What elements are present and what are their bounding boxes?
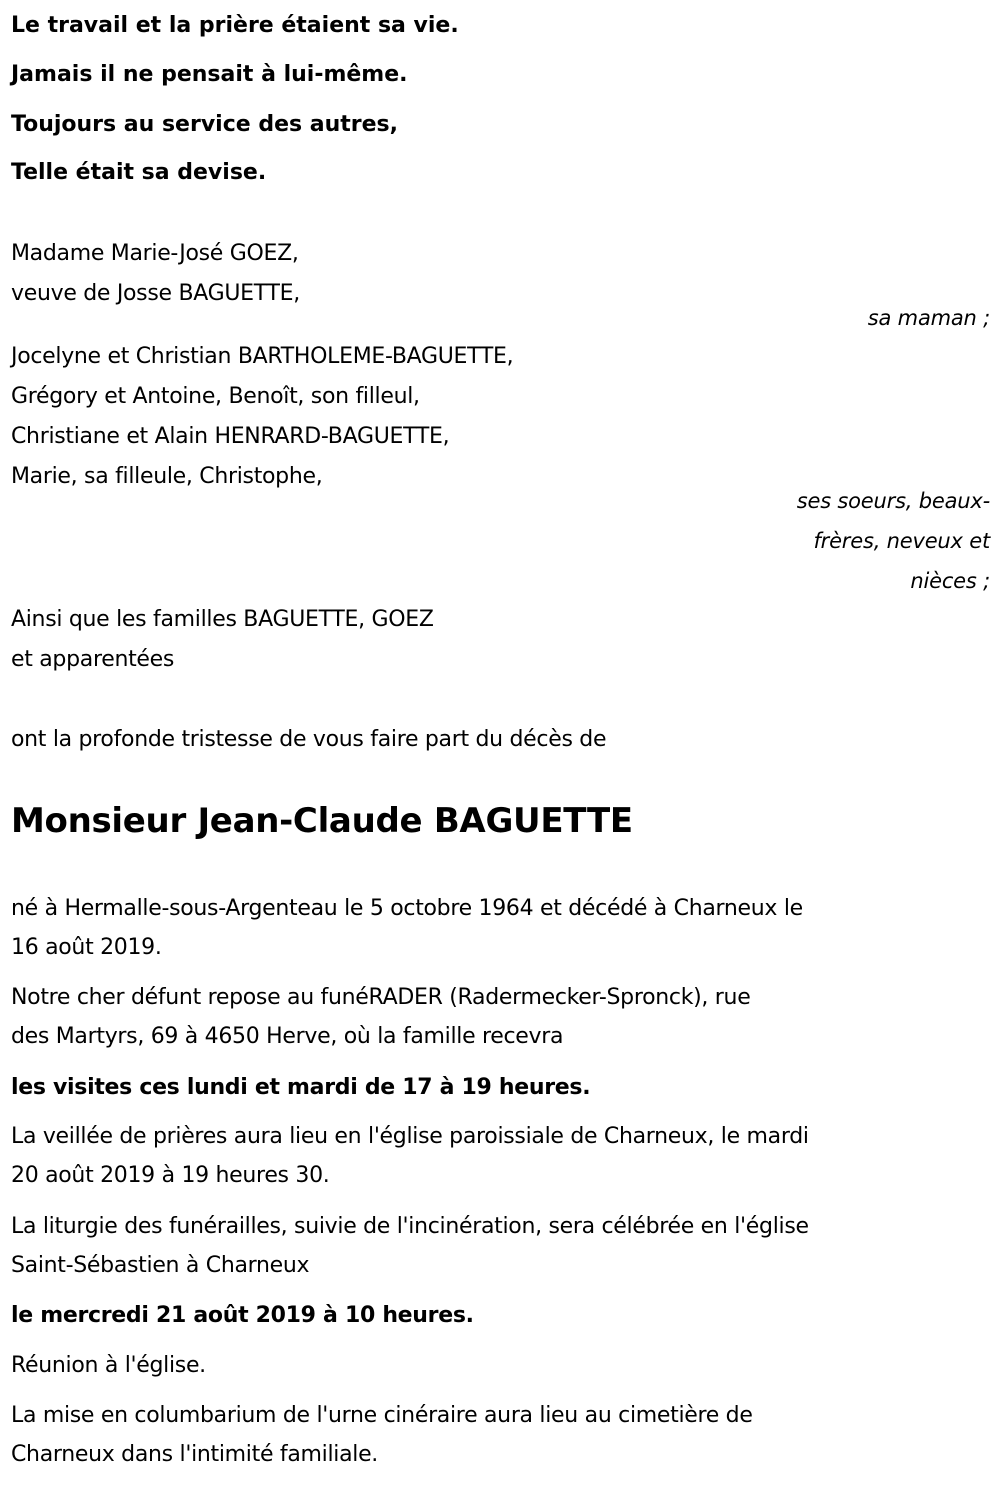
detail-line: Charneux dans l'intimité familiale. — [11, 1442, 378, 1467]
relation-label: frères, neveux et — [813, 529, 990, 553]
detail-line: Saint-Sébastien à Charneux — [11, 1253, 310, 1278]
deceased-name: Monsieur Jean-Claude BAGUETTE — [11, 801, 633, 841]
poem-line: Jamais il ne pensait à lui-même. — [11, 62, 408, 87]
visits-text: les visites ces lundi et mardi de 17 à 19 heures. — [11, 1075, 591, 1100]
detail-line: La veillée de prières aura lieu en l'église paroissiale de Charneux, le mardi — [11, 1124, 809, 1149]
detail-line: Notre cher défunt repose au funéRADER (Radermecker-Spronck), rue — [11, 985, 751, 1010]
family-line: et apparentées — [11, 647, 175, 672]
relation-label: nièces ; — [910, 569, 990, 593]
funeral-date-text: le mercredi 21 août 2019 à 10 heures. — [11, 1303, 474, 1328]
relation-label: sa maman ; — [867, 306, 990, 330]
family-line: Marie, sa filleule, Christophe, — [11, 464, 323, 489]
family-line: Jocelyne et Christian BARTHOLEME-BAGUETTE, — [11, 344, 514, 369]
family-line: Christiane et Alain HENRARD-BAGUETTE, — [11, 424, 450, 449]
announcement-text: ont la profonde tristesse de vous faire part du décès de — [11, 727, 607, 752]
detail-line: 16 août 2019. — [11, 935, 162, 960]
detail-line: La mise en columbarium de l'urne cinéraire aura lieu au cimetière de — [11, 1403, 753, 1428]
detail-line: 20 août 2019 à 19 heures 30. — [11, 1163, 330, 1188]
family-line: Madame Marie-José GOEZ, — [11, 241, 299, 266]
family-line: Ainsi que les familles BAGUETTE, GOEZ — [11, 607, 434, 632]
detail-line: La liturgie des funérailles, suivie de l'incinération, sera célébrée en l'église — [11, 1214, 809, 1239]
detail-line: né à Hermalle-sous-Argenteau le 5 octobre 1964 et décédé à Charneux le — [11, 896, 803, 921]
family-line: veuve de Josse BAGUETTE, — [11, 281, 300, 306]
family-line: Grégory et Antoine, Benoît, son filleul, — [11, 384, 420, 409]
poem-line: Telle était sa devise. — [11, 160, 267, 185]
poem-line: Le travail et la prière étaient sa vie. — [11, 13, 459, 38]
relation-label: ses soeurs, beaux- — [796, 489, 990, 513]
poem-line: Toujours au service des autres, — [11, 112, 398, 137]
detail-line: Réunion à l'église. — [11, 1353, 206, 1378]
detail-line: des Martyrs, 69 à 4650 Herve, où la famille recevra — [11, 1024, 564, 1049]
